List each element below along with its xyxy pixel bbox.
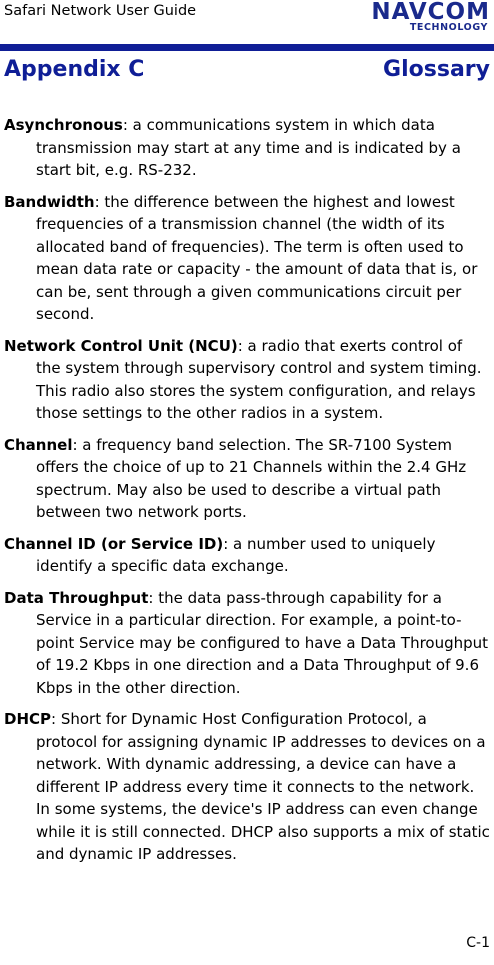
glossary-definition: : the difference between the highest and lowest frequencies of a transmission channel (the width of its allocated band of frequencies). The term is often used to mean data rate or capacity - the amount of data that is, or can be, sent through a given communications circuit per second. (36, 192, 478, 323)
glossary-entry-bandwidth (4, 191, 490, 326)
section-title-row (4, 57, 490, 91)
logo-subtitle-text: TECHNOLOGY (409, 22, 488, 33)
glossary-definition: : a frequency band selection. The SR-7100 System offers the choice of up to 21 Channels within the 2.4 GHz spectrum. May also be used to describe a virtual path between two network ports. (36, 435, 467, 521)
glossary-entry-dhcp (4, 708, 490, 866)
glossary-definition: : Short for Dynamic Host Configuration Protocol, a protocol for assigning dynamic IP addresses to devices on a network. With dynamic addressing, a device can have a different IP address every time it connects to the network. In some systems, the device's IP address can even change while it is still connected. DHCP also supports a mix of static and dynamic IP addresses. (36, 710, 490, 863)
page-number: C-1 (466, 935, 490, 951)
glossary-definition: : the data pass-through capability for a Service in a particular direction. For example, a point-to-point Service may be configured to have a Data Throughput of 19.2 Kbps in one direction and a Data Throughput of 9.6 Kbps in the other direction. (36, 588, 489, 697)
glossary-term: DHCP (4, 710, 52, 728)
glossary-term: Bandwidth (4, 192, 95, 211)
glossary-definition: : a communications system in which data transmission may start at any time and is indicated by a start bit, e.g. RS-232. (36, 116, 461, 179)
glossary-term: Asynchronous (4, 116, 123, 134)
glossary-entry-channel-id (4, 533, 490, 578)
guide-title: Safari Network User Guide (4, 3, 197, 19)
glossary-entry-ncu (4, 335, 490, 425)
glossary-term: Data Throughput (4, 588, 149, 607)
navcom-logo (326, 2, 490, 34)
section-title: Glossary (383, 57, 490, 82)
appendix-label: Appendix C (4, 57, 145, 82)
glossary-definition: : a radio that exerts control of the system through supervisory control and system timing. This radio also stores the system configuration, and relays those settings to the other radios in a system. (36, 336, 482, 422)
header-divider (0, 44, 494, 51)
glossary-entry-data-throughput (4, 587, 490, 700)
page-header (0, 0, 494, 44)
glossary-term: Network Control Unit (NCU) (4, 336, 238, 355)
glossary-entry-channel (4, 434, 490, 524)
glossary-term: Channel ID (or Service ID) (4, 534, 224, 553)
logo-brand-text: NAVCOM (371, 0, 490, 25)
glossary-entry-asynchronous (4, 114, 490, 182)
glossary-term: Channel (4, 435, 73, 454)
glossary-definition: : a number used to uniquely identify a specific data exchange. (36, 534, 436, 575)
glossary-list (4, 114, 490, 875)
